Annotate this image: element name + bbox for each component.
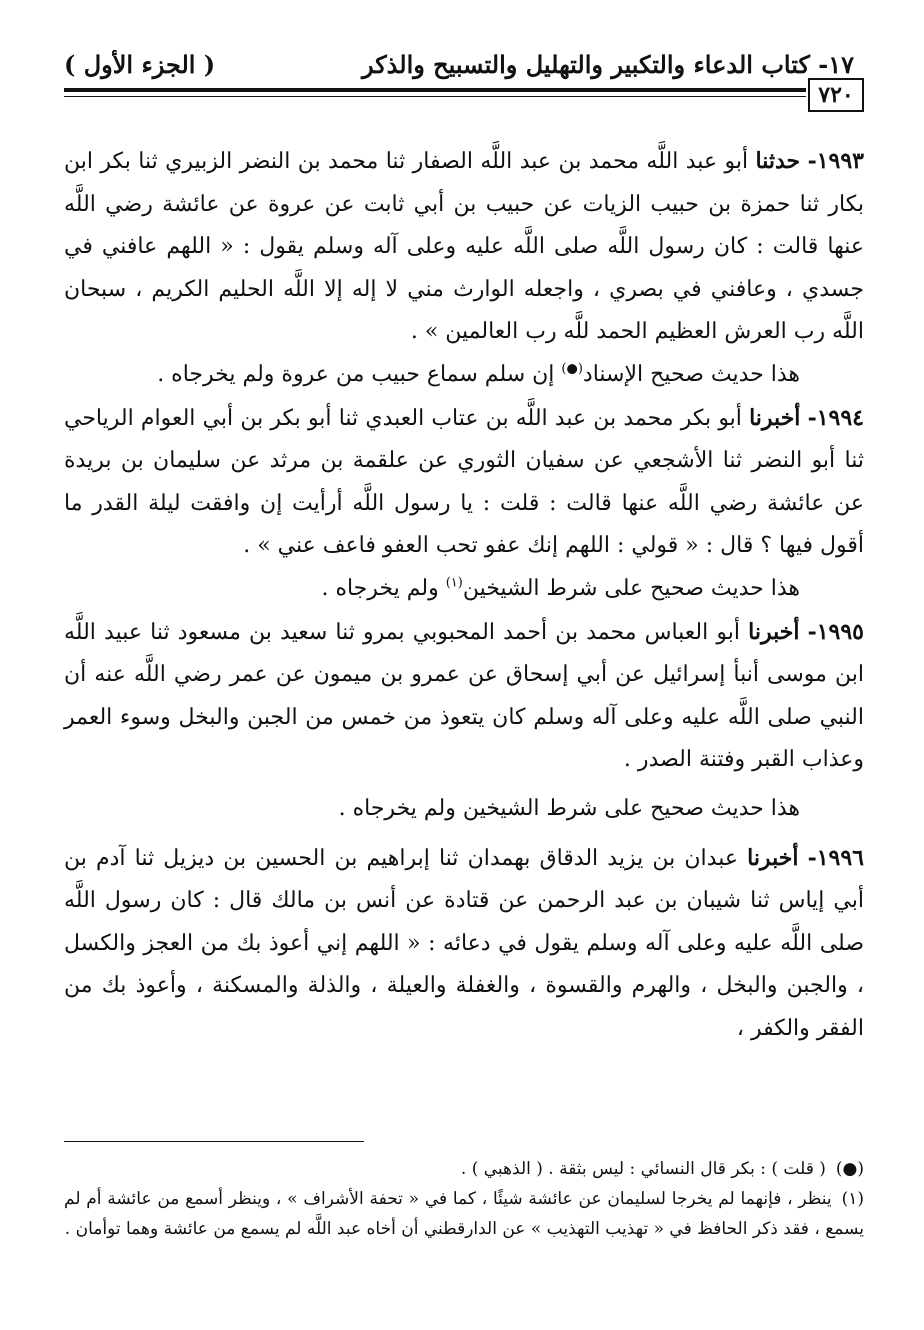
main-text: [64, 140, 864, 1050]
hadith-text: أبو بكر محمد بن عبد اللَّه بن عتاب العبدي ثنا أبو بكر بن أبي العوام الرياحي ثنا أبو النضر ثنا الأشجعي عن سفيان الثوري عن علقمة بن مرثد عن سليمان بن بريدة عن عائشة رضي اللَّه عنها قالت : قلت : يا رسول اللَّه أرأيت إن وافقت ليلة القدر ما أقول فيها ؟ قال : « قولي : اللهم إنك عفو تحب العفو فاعف عني » .: [64, 405, 864, 559]
hadith-number: ١٩٩٥-: [807, 618, 864, 645]
hadith-1995-comment: هذا حديث صحيح على شرط الشيخين ولم يخرجاه .: [338, 795, 800, 821]
footnote-mark: (١): [841, 1189, 864, 1209]
hadith-1994-comment: [64, 568, 864, 611]
page-number: ٧٢٠: [808, 78, 864, 112]
footnote-text: ينظر ، فإنهما لم يخرجا لسليمان عن عائشة شيئًا ، كما في « تحفة الأشراف » ، وينظر أسمع من عائشة أم لم يسمع ، فقد ذكر الحافظ في « تهذيب التهذيب » عن الدارقطني أن أخاه عبد اللَّه لم يسمع من عائشة وهما توأمان .: [64, 1189, 864, 1239]
header-rule-thin: [64, 96, 806, 97]
hadith-1993-comment: [64, 354, 864, 397]
hadith-text: أبو العباس محمد بن أحمد المحبوبي بمرو ثنا سعيد بن مسعود ثنا عبيد اللَّه ابن موسى أنبأ إسرائيل عن أبي إسحاق عن عمرو بن ميمون عن عمر رضي اللَّه عنه أن النبي صلى اللَّه عليه وعلى آله وسلم كان يتعوذ من خمس من الجبن والبخل وسوء العمر وعذاب القبر وفتنة الصدر .: [64, 619, 864, 773]
hadith-number: ١٩٩٤-: [807, 404, 864, 431]
comment-text: هذا حديث صحيح على شرط الشيخين: [462, 575, 800, 601]
header-row: [64, 48, 864, 82]
comment-text: إن سلم سماع حبيب من عروة ولم يخرجاه .: [157, 361, 562, 387]
footnote-mark: (●): [835, 1159, 864, 1179]
comment-text: هذا حديث صحيح الإسناد: [582, 361, 800, 387]
book-page: [64, 48, 864, 1298]
hadith-1995: [64, 611, 864, 782]
chapter-title: ١٧- كتاب الدعاء والتكبير والتهليل والتسبيح والذكر: [361, 50, 854, 79]
hadith-1996: [64, 837, 864, 1051]
footnote-separator: [64, 1141, 364, 1142]
hadith-text: عبدان بن يزيد الدقاق بهمدان ثنا إبراهيم بن الحسين بن ديزيل ثنا آدم بن أبي إياس ثنا شيبان بن عبد الرحمن عن قتادة عن أنس بن مالك قال : كان رسول اللَّه صلى اللَّه عليه وعلى آله وسلم يقول في دعائه : « اللهم إني أعوذ بك من العجز والكسل ، والجبن والبخل ، والهرم والقسوة ، والغفلة والعيلة ، والذلة والمسكنة ، وأعوذ بك من الفقر والكفر ،: [64, 845, 864, 1041]
footnotes: [64, 1154, 864, 1244]
footnote-ref-1[interactable]: (١): [445, 575, 463, 591]
hadith-1994: [64, 397, 864, 568]
narration-keyword: أخبرنا: [748, 618, 800, 645]
page-header: [64, 48, 864, 118]
hadith-text: أبو عبد اللَّه محمد بن عبد اللَّه الصفار ثنا محمد بن النضر الزبيري ثنا بكر ابن بكار ثنا حمزة بن حبيب الزيات عن حبيب بن أبي ثابت عن عروة عن عائشة رضي اللَّه عنها قالت : كان رسول اللَّه صلى اللَّه عليه وعلى آله وسلم يقول : « اللهم عافني في جسدي ، وعافني في بصري ، واجعله الوارث مني لا إله إلا اللَّه الحليم الكريم ، سبحان اللَّه رب العرش العظيم الحمد للَّه رب العالمين » .: [64, 149, 864, 345]
hadith-number: ١٩٩٣-: [807, 148, 864, 174]
hadith-1993: [64, 140, 864, 354]
footnote-star: [64, 1154, 864, 1184]
header-rule-thick: [64, 88, 806, 92]
narration-keyword: أخبرنا: [747, 844, 799, 871]
narration-keyword: حدثنا: [755, 148, 801, 174]
footnote-ref-star[interactable]: (●): [561, 361, 583, 377]
hadith-number: ١٩٩٦-: [807, 844, 864, 871]
narration-keyword: أخبرنا: [749, 404, 801, 431]
footnote-1: [64, 1184, 864, 1244]
footnote-text: ( قلت ) : بكر قال النسائي : ليس بثقة . ( الذهبي ) .: [460, 1159, 826, 1179]
volume-label: ( الجزء الأول ): [64, 50, 216, 79]
comment-text: ولم يخرجاه .: [321, 575, 446, 601]
